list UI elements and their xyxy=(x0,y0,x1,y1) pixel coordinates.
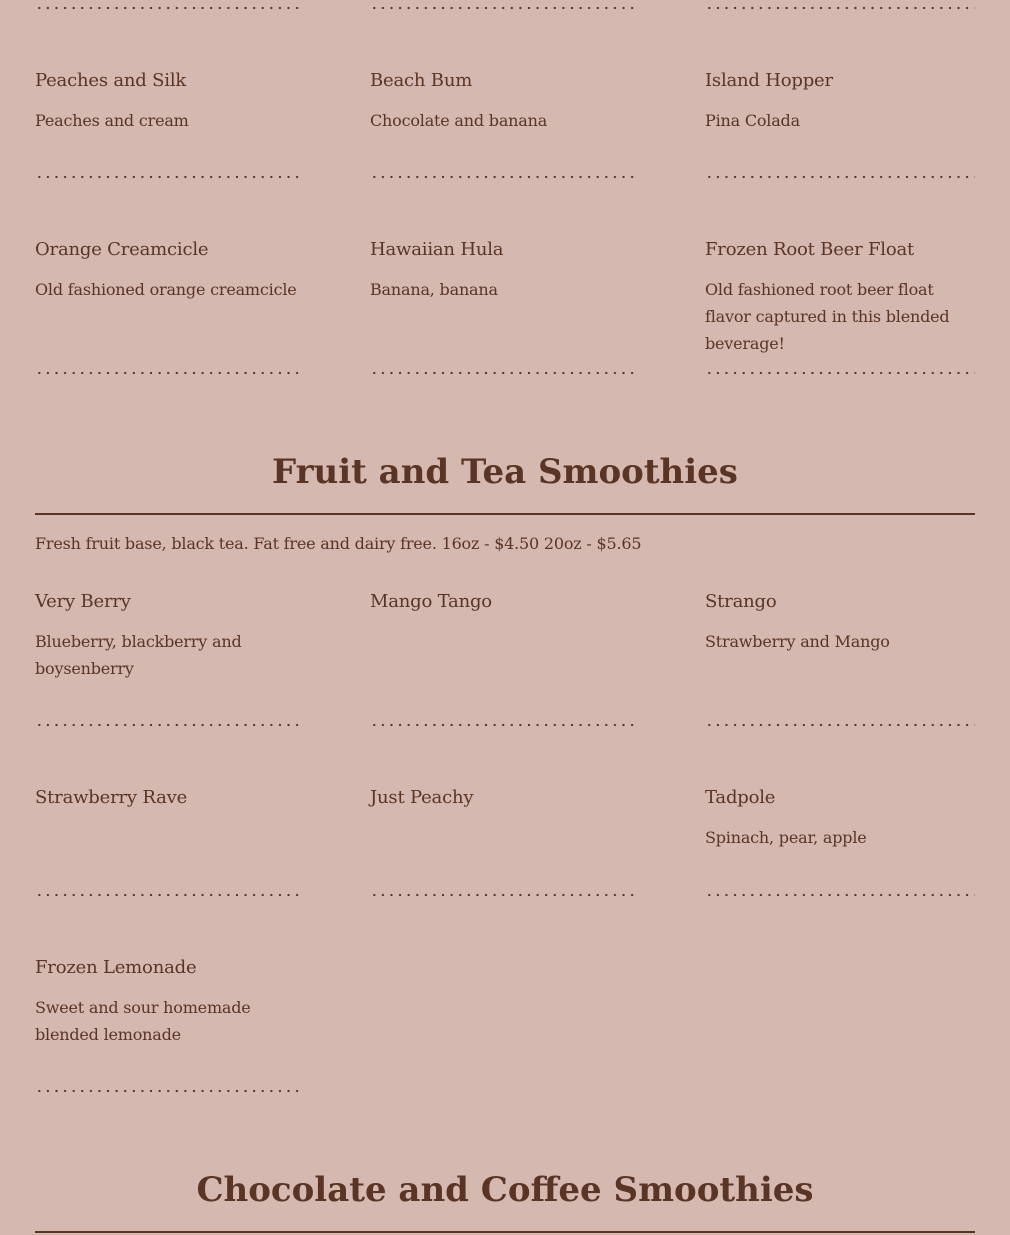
section-title: Chocolate and Coffee Smoothies xyxy=(196,1170,814,1210)
item-name: Beach Bum xyxy=(370,70,473,91)
dotted-separator xyxy=(35,6,303,10)
item-description: Sweet and sour homemade blended lemonade xyxy=(35,998,251,1044)
menu-item xyxy=(705,69,975,134)
menu-row xyxy=(35,786,975,851)
item-description: Chocolate and banana xyxy=(370,111,548,130)
item-description: Strawberry and Mango xyxy=(705,632,890,651)
menu-item xyxy=(705,590,975,682)
menu-item xyxy=(35,786,303,851)
item-description: Old fashioned root beer float flavor captured in this blended beverage! xyxy=(705,280,950,353)
dotted-separator xyxy=(35,893,303,897)
item-name: Strango xyxy=(705,591,777,612)
menu-row xyxy=(35,238,975,357)
separator-row xyxy=(35,893,975,897)
separator-row xyxy=(35,175,975,179)
menu-item xyxy=(35,238,303,357)
item-name: Mango Tango xyxy=(370,591,492,612)
section-divider xyxy=(35,513,975,515)
menu-row xyxy=(35,590,975,682)
dotted-separator xyxy=(705,893,975,897)
item-description: Pina Colada xyxy=(705,111,800,130)
section-note: Fresh fruit base, black tea. Fat free and dairy free. 16oz - $4.50 20oz - $5.65 xyxy=(35,534,642,553)
section-title: Fruit and Tea Smoothies xyxy=(272,452,738,492)
dotted-separator xyxy=(370,723,638,727)
dotted-separator xyxy=(35,723,303,727)
menu-item xyxy=(35,956,303,1048)
item-name: Frozen Lemonade xyxy=(35,957,197,978)
menu-item xyxy=(370,238,638,357)
section-divider xyxy=(35,1231,975,1233)
menu-item xyxy=(370,69,638,134)
item-name: Just Peachy xyxy=(370,787,474,808)
item-description: Spinach, pear, apple xyxy=(705,828,867,847)
item-name: Frozen Root Beer Float xyxy=(705,239,915,260)
dotted-separator xyxy=(705,723,975,727)
item-name: Strawberry Rave xyxy=(35,787,188,808)
menu-row xyxy=(35,69,975,134)
dotted-separator xyxy=(370,371,638,375)
separator-row xyxy=(35,723,975,727)
dotted-separator xyxy=(35,371,303,375)
menu-item xyxy=(705,238,975,357)
menu-item xyxy=(35,69,303,134)
item-name: Orange Creamcicle xyxy=(35,239,209,260)
dotted-separator xyxy=(370,175,638,179)
menu-item xyxy=(705,786,975,851)
item-name: Tadpole xyxy=(705,787,776,808)
dotted-separator xyxy=(705,175,975,179)
menu-item xyxy=(370,590,638,682)
menu-item xyxy=(35,590,303,682)
menu-row xyxy=(35,956,975,1048)
item-description: Banana, banana xyxy=(370,280,498,299)
dotted-separator xyxy=(705,371,975,375)
dotted-separator xyxy=(705,6,975,10)
item-description: Blueberry, blackberry and boysenberry xyxy=(35,632,242,678)
item-name: Very Berry xyxy=(35,591,131,612)
separator-row xyxy=(35,1089,975,1093)
item-name: Island Hopper xyxy=(705,70,833,91)
dotted-separator xyxy=(35,175,303,179)
item-name: Hawaiian Hula xyxy=(370,239,504,260)
dotted-separator xyxy=(370,893,638,897)
item-description: Peaches and cream xyxy=(35,111,189,130)
dotted-separator xyxy=(370,6,638,10)
menu-item xyxy=(370,786,638,851)
separator-row xyxy=(35,371,975,375)
dotted-separator xyxy=(35,1089,303,1093)
top-separator-row xyxy=(35,6,975,10)
item-description: Old fashioned orange creamcicle xyxy=(35,280,297,299)
item-name: Peaches and Silk xyxy=(35,70,187,91)
